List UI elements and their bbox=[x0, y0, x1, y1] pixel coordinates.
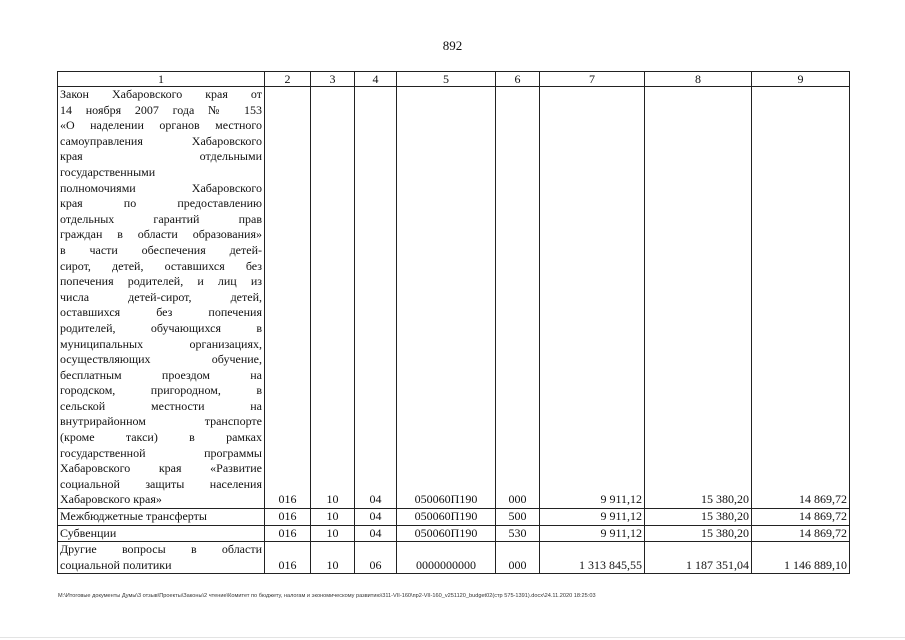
col-amount-year-3: 14 869,72 bbox=[752, 525, 850, 542]
row-description bbox=[58, 509, 265, 526]
header-col-7: 7 bbox=[540, 72, 645, 87]
row-description-line: края по предоставлению bbox=[60, 196, 262, 211]
row-description-line: осуществляющих обучение, bbox=[60, 352, 262, 367]
row-description-line: числа детей-сирот, детей, bbox=[60, 289, 262, 304]
col-amount-year-3: 14 869,72 bbox=[752, 87, 850, 509]
header-col-9: 9 bbox=[752, 72, 850, 87]
row-description-line: «О наделении органов местного bbox=[60, 118, 262, 133]
row-description-line: Хабаровского края» bbox=[60, 492, 162, 507]
col-expense-type: 000 bbox=[496, 87, 540, 509]
row-description-line: Субвенции bbox=[60, 525, 117, 540]
row-description-line: Закон Хабаровского края от bbox=[60, 87, 262, 101]
row-description-line: граждан в области образования» bbox=[60, 227, 262, 242]
row-description-line: самоуправления Хабаровского bbox=[60, 133, 262, 148]
col-subsection: 04 bbox=[355, 525, 397, 542]
row-description-line: социальной защиты населения bbox=[60, 476, 262, 491]
col-amount-year-1: 9 911,12 bbox=[540, 87, 645, 509]
row-description-line: Хабаровского края «Развитие bbox=[60, 461, 262, 476]
col-amount-year-3: 14 869,72 bbox=[752, 509, 850, 526]
row-description-line: в части обеспечения детей- bbox=[60, 242, 262, 257]
row-description-line: попечения родителей, и лиц из bbox=[60, 274, 262, 289]
header-col-1: 1 bbox=[58, 72, 265, 87]
row-description-line: (кроме такси) в рамках bbox=[60, 430, 262, 445]
col-section: 10 bbox=[311, 542, 355, 574]
col-expense-type: 500 bbox=[496, 509, 540, 526]
col-expense-type: 000 bbox=[496, 542, 540, 574]
table-row bbox=[58, 542, 850, 574]
row-description-line: городском, пригородном, в bbox=[60, 383, 262, 398]
col-target-item: 050060П190 bbox=[397, 525, 496, 542]
row-description-line: государственной программы bbox=[60, 445, 262, 460]
row-description-line: 14 ноября 2007 года № 153 bbox=[60, 102, 262, 117]
row-description-line: сирот, детей, оставшихся без bbox=[60, 258, 262, 273]
header-col-5: 5 bbox=[397, 72, 496, 87]
row-description-line: полномочиями Хабаровского bbox=[60, 180, 262, 195]
header-col-8: 8 bbox=[645, 72, 752, 87]
col-target-item: 050060П190 bbox=[397, 509, 496, 526]
row-description-line: государственными bbox=[60, 164, 156, 179]
row-description-line: Межбюджетные трансферты bbox=[60, 509, 207, 524]
row-description bbox=[58, 525, 265, 542]
col-amount-year-2: 1 187 351,04 bbox=[645, 542, 752, 574]
header-col-4: 4 bbox=[355, 72, 397, 87]
col-subsection: 04 bbox=[355, 87, 397, 509]
row-description-line: муниципальных организациях, bbox=[60, 336, 262, 351]
col-target-item: 0000000000 bbox=[397, 542, 496, 574]
scan-edge-line bbox=[0, 637, 905, 638]
page-number: 892 bbox=[442, 38, 463, 53]
document-file-path: М:\Итоговые документы Думы\3 отзыв\Проекты\Законы\2 чтение\Комитет по бюджету, налогам и экономическому развитию\311-VII-160\пр2-VII-160_v251120_budget02(стр 575-1391).docx\24.11.2020 18:25:03 bbox=[58, 593, 596, 599]
col-admin-code: 016 bbox=[265, 542, 311, 574]
row-description-line: социальной политики bbox=[60, 557, 172, 572]
row-description-line: внутрирайонном транспорте bbox=[60, 414, 262, 429]
col-admin-code: 016 bbox=[265, 525, 311, 542]
col-amount-year-3: 1 146 889,10 bbox=[752, 542, 850, 574]
row-description bbox=[58, 87, 265, 509]
col-amount-year-2: 15 380,20 bbox=[645, 525, 752, 542]
budget-table bbox=[57, 71, 850, 574]
header-col-6: 6 bbox=[496, 72, 540, 87]
col-expense-type: 530 bbox=[496, 525, 540, 542]
row-description-line: края отдельными bbox=[60, 149, 262, 164]
col-amount-year-1: 9 911,12 bbox=[540, 525, 645, 542]
row-description-line: оставшихся без попечения bbox=[60, 305, 262, 320]
col-admin-code: 016 bbox=[265, 87, 311, 509]
table-row bbox=[58, 87, 850, 509]
row-description-line: Другие вопросы в области bbox=[60, 542, 262, 557]
header-col-3: 3 bbox=[311, 72, 355, 87]
row-description-line: родителей, обучающихся в bbox=[60, 320, 262, 335]
table-row bbox=[58, 525, 850, 542]
col-amount-year-2: 15 380,20 bbox=[645, 87, 752, 509]
col-subsection: 04 bbox=[355, 509, 397, 526]
row-description-line: отдельных гарантий прав bbox=[60, 211, 262, 226]
col-amount-year-2: 15 380,20 bbox=[645, 509, 752, 526]
row-description-line: сельской местности на bbox=[60, 398, 262, 413]
col-amount-year-1: 1 313 845,55 bbox=[540, 542, 645, 574]
col-subsection: 06 bbox=[355, 542, 397, 574]
table-header-row bbox=[58, 72, 850, 87]
col-amount-year-1: 9 911,12 bbox=[540, 509, 645, 526]
row-description-line: бесплатным проездом на bbox=[60, 367, 262, 382]
col-admin-code: 016 bbox=[265, 509, 311, 526]
header-col-2: 2 bbox=[265, 72, 311, 87]
col-section: 10 bbox=[311, 509, 355, 526]
col-section: 10 bbox=[311, 87, 355, 509]
col-section: 10 bbox=[311, 525, 355, 542]
row-description bbox=[58, 542, 265, 574]
col-target-item: 050060П190 bbox=[397, 87, 496, 509]
table-row bbox=[58, 509, 850, 526]
